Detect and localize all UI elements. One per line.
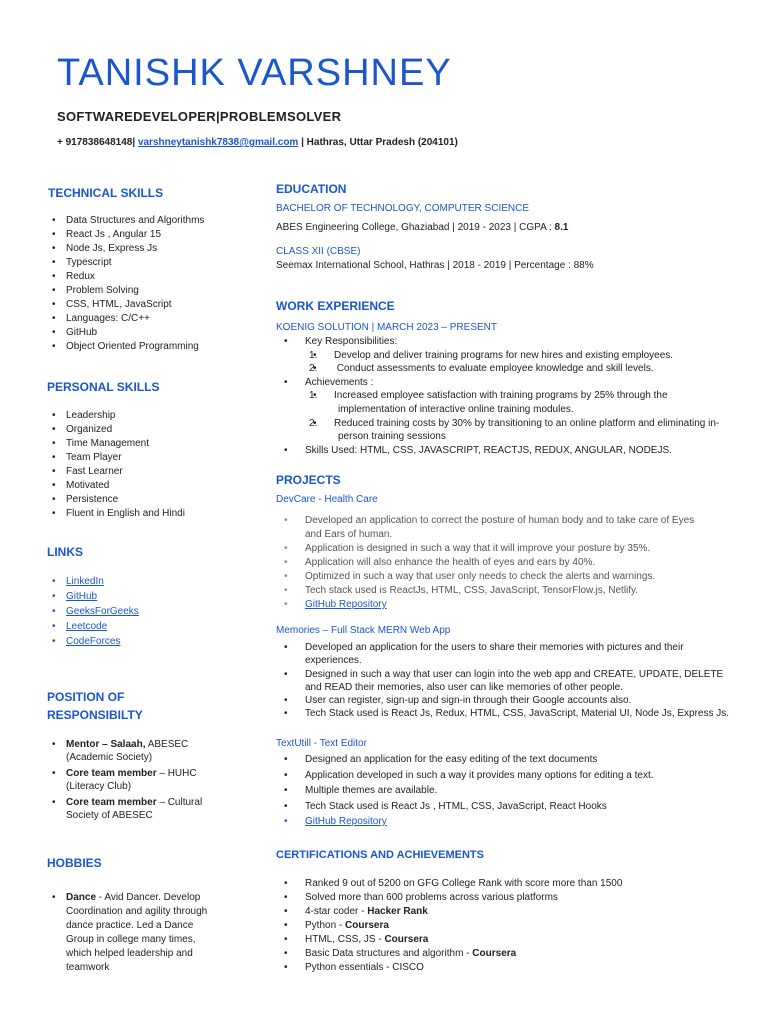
list-item: • Problem Solving <box>44 284 244 298</box>
position-role: Core team member <box>66 768 157 779</box>
codeforces-link[interactable]: • CodeForces <box>44 634 244 649</box>
list-item: • Data Structures and Algorithms <box>44 214 244 228</box>
company-line: KOENIG SOLUTION | MARCH 2023 – PRESENT <box>276 322 497 333</box>
list-item: • Application will also enhance the health of eyes and ears by 40%. <box>276 556 746 570</box>
list-item: • Ranked 9 out of 5200 on GFG College Rank with score more than 1500 <box>276 877 746 891</box>
technical-skills-list <box>44 214 244 354</box>
linkedin-link[interactable]: • LinkedIn <box>44 574 244 589</box>
list-item: • Core team member – Cultural Society of ABESEC <box>44 796 244 822</box>
position-role: Core team member <box>66 797 157 808</box>
list-item: • Node Js, Express Js <box>44 242 244 256</box>
project-1-title: DevCare - Health Care <box>276 494 378 505</box>
position-role: Mentor – Salaah, <box>66 739 146 750</box>
position-heading-line2: RESPONSIBILTY <box>47 708 143 722</box>
hobbies-list <box>44 891 244 975</box>
hobby-name: Dance <box>66 892 97 903</box>
geeksforgeeks-link[interactable]: • GeeksForGeeks <box>44 604 244 619</box>
list-item: • User can register, sign-up and sign-in through their Google accounts also. <box>276 694 746 707</box>
list-item: • Redux <box>44 270 244 284</box>
cgpa-value: 8.1 <box>554 222 569 233</box>
college-line: ABES Engineering College, Ghaziabad | 2019 - 2023 | CGPA : 8.1 <box>276 222 569 233</box>
list-item: • Typescript <box>44 256 244 270</box>
list-item: • Mentor – Salaah, ABESEC (Academic Society) <box>44 738 244 764</box>
list-item: • GitHub <box>44 326 244 340</box>
list-item: • Object Oriented Programming <box>44 340 244 354</box>
list-item: • Tech stack used is ReactJs, HTML, CSS, JavaScript, TensorFlow.js, Netlify. <box>276 584 746 598</box>
list-item: • Team Player <box>44 451 244 465</box>
projects-heading: PROJECTS <box>276 473 341 487</box>
list-item: • Motivated <box>44 479 244 493</box>
phone-number: + 917838648148| <box>57 137 136 148</box>
list-item: • Tech Stack used is React Js , HTML, CSS, JavaScript, React Hooks <box>276 799 746 815</box>
list-item: • Leadership <box>44 409 244 423</box>
list-item: • 2. Reduced training costs by 30% by transitioning to an online platform and eliminating in- person training sessions <box>305 417 746 444</box>
list-item: • Fast Learner <box>44 465 244 479</box>
list-item: • Application developed in such a way it provides many options for editing a text. <box>276 768 746 784</box>
education-heading: EDUCATION <box>276 182 347 196</box>
school-line: Seemax International School, Hathras | 2018 - 2019 | Percentage : 88% <box>276 260 594 271</box>
certifications-heading: CERTIFICATIONS AND ACHIEVEMENTS <box>276 849 484 861</box>
location: | Hathras, Uttar Pradesh (204101) <box>301 137 458 148</box>
list-item: • Key Responsibilities: • 1. Develop and deliver training programs for new hires and existing employees. • 2. Conduct assessments to evaluate employee knowledge and skill levels. <box>276 335 746 376</box>
list-item: • Dance - Avid Dancer. Develop Coordination and agility through dance practice. Led a Dance Group in college many times, which helped leadership and teamwork <box>44 891 244 975</box>
list-item: • Fluent in English and Hindi <box>44 507 244 521</box>
list-item[interactable] <box>276 814 746 830</box>
list-item: • Multiple themes are available. <box>276 783 746 799</box>
list-item: • 4-star coder - Hacker Rank <box>276 905 746 919</box>
position-heading-line1: POSITION OF <box>47 690 125 704</box>
personal-skills-heading: PERSONAL SKILLS <box>47 380 160 394</box>
list-item: • Basic Data structures and algorithm - Coursera <box>276 947 746 961</box>
list-item: • Skills Used: HTML, CSS, JAVASCRIPT, REACTJS, REDUX, ANGULAR, NODEJS. <box>276 444 746 458</box>
work-heading: WORK EXPERIENCE <box>276 299 395 313</box>
list-item: • Optimized in such a way that user only needs to check the alerts and warnings. <box>276 570 746 584</box>
resume-subtitle: SOFTWAREDEVELOPER|PROBLEMSOLVER <box>57 109 342 124</box>
list-item: • Time Management <box>44 437 244 451</box>
list-item[interactable] <box>276 598 746 612</box>
hobbies-heading: HOBBIES <box>47 856 102 870</box>
technical-skills-heading: TECHNICAL SKILLS <box>48 186 164 200</box>
project-2-title: Memories – Full Stack MERN Web App <box>276 625 451 636</box>
list-item: • 2. Conduct assessments to evaluate employee knowledge and skill levels. <box>305 362 746 376</box>
position-list <box>44 738 244 825</box>
project-3-list <box>276 752 746 830</box>
github-link[interactable]: • GitHub <box>44 589 244 604</box>
project-1-list <box>276 514 746 612</box>
certifications-list <box>276 877 746 975</box>
list-item: • 1. Develop and deliver training programs for new hires and existing employees. <box>305 349 746 363</box>
list-item: • CSS, HTML, JavaScript <box>44 298 244 312</box>
list-item: • Achievements : • 1. Increased employee satisfaction with training programs by 25% through the implementation of interactive online training modules. • 2. Reduced training costs by 30% by transitioning to an online platform and eliminating in- person training sessions <box>276 376 746 444</box>
leetcode-link[interactable]: • Leetcode <box>44 619 244 634</box>
github-repository-link[interactable]: GitHub Repository <box>305 599 387 610</box>
degree-title: BACHELOR OF TECHNOLOGY, COMPUTER SCIENCE <box>276 203 530 214</box>
achievements-list <box>305 389 746 443</box>
list-item: • 1. Increased employee satisfaction with training programs by 25% through the implementation of interactive online training modules. <box>305 389 746 416</box>
links-list <box>44 574 244 649</box>
project-2-list <box>276 641 746 721</box>
links-heading: LINKS <box>47 545 83 559</box>
work-list <box>276 335 746 457</box>
list-item: • Tech Stack used is React Js, Redux, HTML, CSS, JavaScript, Material UI, Node Js, Express Js. <box>276 707 746 720</box>
list-item: • Solved more than 600 problems across various platforms <box>276 891 746 905</box>
responsibilities-list <box>305 349 746 376</box>
list-item: • Designed an application for the easy editing of the text documents <box>276 752 746 768</box>
list-item: • Developed an application to correct the posture of human body and to take care of Eyes and Ears of human. <box>276 514 746 542</box>
list-item: • Designed in such a way that user can login into the web app and CREATE, UPDATE, DELETE and READ their memories, also user can like memories of other people. <box>276 668 746 695</box>
class-title: CLASS XII (CBSE) <box>276 246 361 257</box>
contact-line <box>57 137 458 148</box>
resume-name: TANISHK VARSHNEY <box>57 52 452 94</box>
list-item: • Python essentials - CISCO <box>276 961 746 975</box>
github-repository-link[interactable]: GitHub Repository <box>305 816 387 827</box>
list-item: • Python - Coursera <box>276 919 746 933</box>
project-3-title: TextUtill - Text Editor <box>276 738 367 749</box>
list-item: • HTML, CSS, JS - Coursera <box>276 933 746 947</box>
list-item: • Languages: C/C++ <box>44 312 244 326</box>
personal-skills-list <box>44 409 244 521</box>
list-item: • Persistence <box>44 493 244 507</box>
list-item: • Developed an application for the users to share their memories with pictures and their experiences. <box>276 641 746 668</box>
list-item: • React Js , Angular 15 <box>44 228 244 242</box>
list-item: • Core team member – HUHC (Literacy Club) <box>44 767 244 793</box>
position-heading <box>47 688 143 724</box>
list-item: • Application is designed in such a way that it will improve your posture by 35%. <box>276 542 746 556</box>
list-item: • Organized <box>44 423 244 437</box>
email-link[interactable]: varshneytanishk7838@gmail.com <box>137 137 299 148</box>
